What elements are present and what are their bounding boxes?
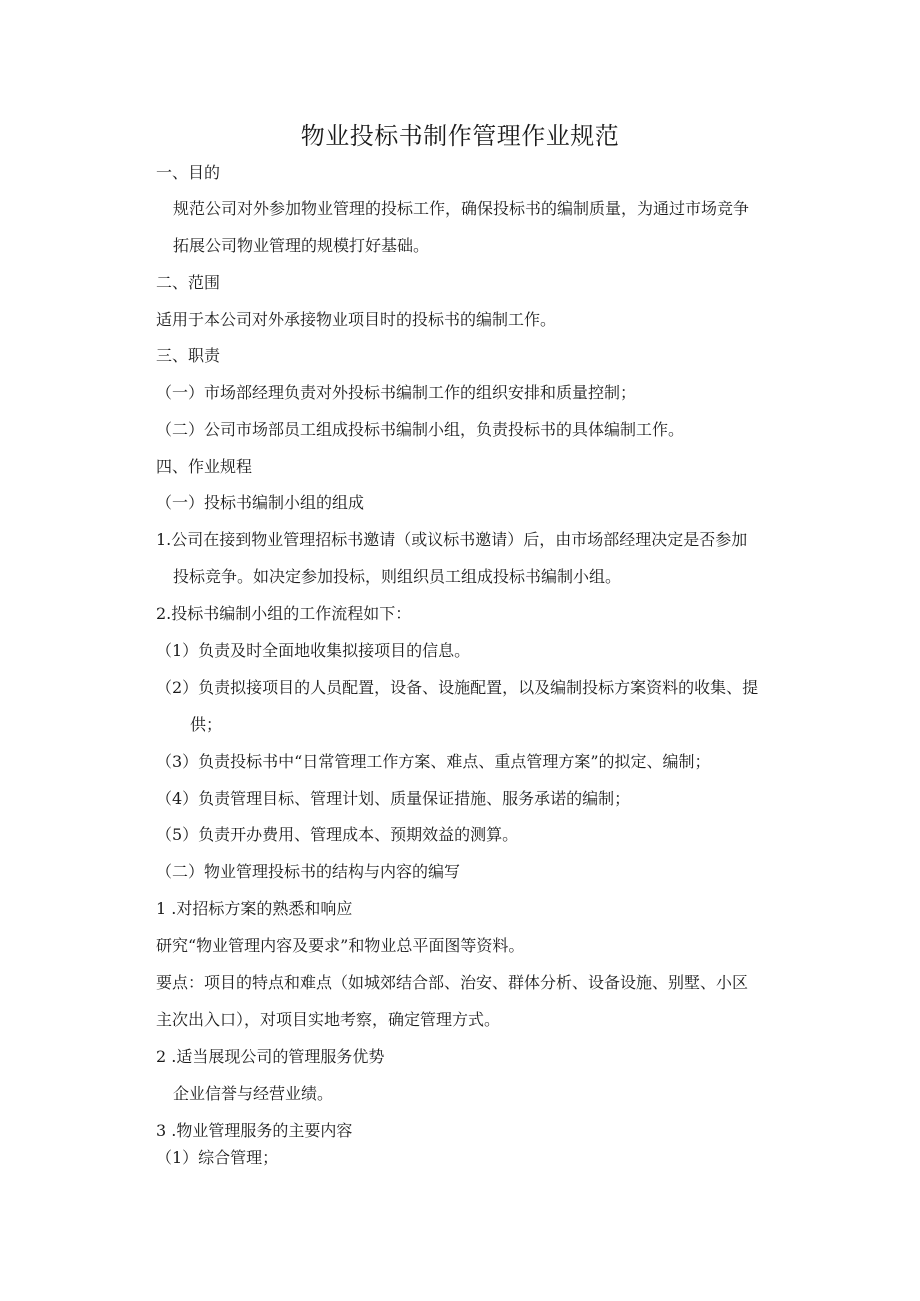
subsection-heading: （二）物业管理投标书的结构与内容的编写: [156, 862, 461, 881]
paragraph-line: 适用于本公司对外承接物业项目时的投标书的编制工作。: [156, 310, 557, 329]
paragraph-line: 规范公司对外参加物业管理的投标工作，确保投标书的编制质量，为通过市场竞争: [173, 199, 750, 218]
list-item: （一）市场部经理负责对外投标书编制工作的组织安排和质量控制；: [156, 383, 637, 402]
list-item: （3）负责投标书中“日常管理工作方案、难点、重点管理方案”的拟定、编制；: [156, 752, 711, 771]
list-item: （2）负责拟接项目的人员配置，设备、设施配置，以及编制投标方案资料的收集、提: [156, 678, 759, 697]
paragraph-line: 投标竞争。如决定参加投标，则组织员工组成投标书编制小组。: [173, 567, 622, 586]
paragraph-line: 主次出入口），对项目实地考察，确定管理方式。: [156, 1010, 501, 1029]
document-title: 物业投标书制作管理作业规范: [300, 122, 620, 150]
list-item: （二）公司市场部员工组成投标书编制小组，负责投标书的具体编制工作。: [156, 420, 685, 439]
section-heading-procedure: 四、作业规程: [156, 457, 253, 476]
subsection-heading: （一）投标书编制小组的组成: [156, 493, 365, 512]
list-item: （4）负责管理目标、管理计划、质量保证措施、服务承诺的编制；: [156, 789, 631, 808]
list-item: 2.投标书编制小组的工作流程如下：: [156, 604, 412, 623]
list-item: 1.公司在接到物业管理招标书邀请（或议标书邀请）后，由市场部经理决定是否参加: [156, 530, 748, 549]
numbered-heading: 2 .适当展现公司的管理服务优势: [156, 1047, 385, 1066]
list-item: （5）负责开办费用、管理成本、预期效益的测算。: [156, 825, 519, 844]
numbered-heading: 3 .物业管理服务的主要内容: [156, 1121, 353, 1140]
list-item: （1）综合管理；: [156, 1148, 279, 1167]
section-heading-purpose: 一、目的: [156, 163, 221, 182]
paragraph-line: 企业信誉与经营业绩。: [173, 1084, 334, 1103]
section-heading-duties: 三、职责: [156, 346, 221, 365]
list-item: （1）负责及时全面地收集拟接项目的信息。: [156, 641, 471, 660]
paragraph-line: 要点：项目的特点和难点（如城郊结合部、治安、群体分析、设备设施、别墅、小区: [156, 973, 749, 992]
section-heading-scope: 二、范围: [156, 273, 221, 292]
paragraph-line: 研究“物业管理内容及要求”和物业总平面图等资料。: [156, 936, 525, 955]
paragraph-line: 拓展公司物业管理的规模打好基础。: [173, 236, 430, 255]
paragraph-line: 供；: [190, 715, 223, 734]
numbered-heading: 1 .对招标方案的熟悉和响应: [156, 899, 353, 918]
